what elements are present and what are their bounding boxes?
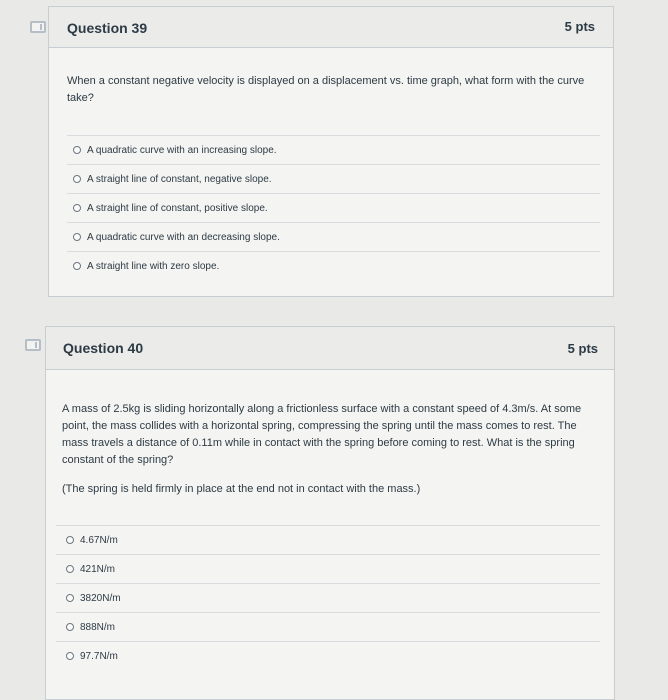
- radio-button[interactable]: [73, 204, 81, 212]
- question-points: 5 pts: [567, 341, 598, 356]
- answer-option[interactable]: [67, 251, 600, 280]
- answer-option[interactable]: [56, 554, 600, 583]
- question-text: A mass of 2.5kg is sliding horizontally along a frictionless surface with a constant speed of 4.3m/s. At some point, the mass collides with a horizontal spring, compressing the spring until the mass comes to rest. The mass travels a distance of 0.11m while in contact with the spring before coming to rest. What is the spring constant of the spring?: [62, 403, 582, 466]
- radio-button[interactable]: [66, 565, 74, 573]
- radio-button[interactable]: [73, 175, 81, 183]
- answer-label: 888N/m: [80, 621, 116, 633]
- radio-button[interactable]: [66, 652, 74, 660]
- answer-option[interactable]: [56, 612, 600, 641]
- flag-question-icon[interactable]: [30, 21, 46, 33]
- question-header: [49, 7, 613, 48]
- answer-list: [67, 135, 600, 280]
- answer-label: A straight line with zero slope.: [87, 260, 220, 272]
- answer-option[interactable]: [67, 164, 600, 193]
- answer-label: A straight line of constant, positive slope.: [87, 202, 268, 214]
- answer-label: 3820N/m: [80, 592, 121, 604]
- question-title: Question 39: [67, 20, 148, 36]
- question-note: (The spring is held firmly in place at the end not in contact with the mass.): [62, 483, 421, 495]
- flag-question-icon[interactable]: [25, 339, 41, 351]
- question-title: Question 40: [63, 340, 144, 356]
- answer-label: 421N/m: [80, 563, 116, 575]
- answer-option[interactable]: [56, 525, 600, 554]
- radio-button[interactable]: [66, 594, 74, 602]
- radio-button[interactable]: [73, 233, 81, 241]
- question-text: When a constant negative velocity is displayed on a displacement vs. time graph, what form with the curve take?: [67, 75, 585, 104]
- question-header: [46, 327, 614, 370]
- answer-option[interactable]: [67, 193, 600, 222]
- radio-button[interactable]: [66, 623, 74, 631]
- radio-button[interactable]: [73, 146, 81, 154]
- answer-label: A straight line of constant, negative slope.: [87, 173, 272, 185]
- answer-label: A quadratic curve with an increasing slope.: [87, 144, 277, 156]
- answer-option[interactable]: [67, 222, 600, 251]
- radio-button[interactable]: [73, 262, 81, 270]
- question-points: 5 pts: [564, 19, 595, 34]
- answer-label: A quadratic curve with an decreasing slope.: [87, 231, 280, 243]
- answer-option[interactable]: [56, 583, 600, 612]
- question-card-40: [45, 326, 615, 700]
- question-card-39: [48, 6, 614, 297]
- answer-option[interactable]: [67, 135, 600, 164]
- answer-label: 4.67N/m: [80, 534, 118, 546]
- answer-label: 97.7N/m: [80, 650, 118, 662]
- radio-button[interactable]: [66, 536, 74, 544]
- answer-option[interactable]: [56, 641, 600, 670]
- answer-list: [56, 525, 600, 670]
